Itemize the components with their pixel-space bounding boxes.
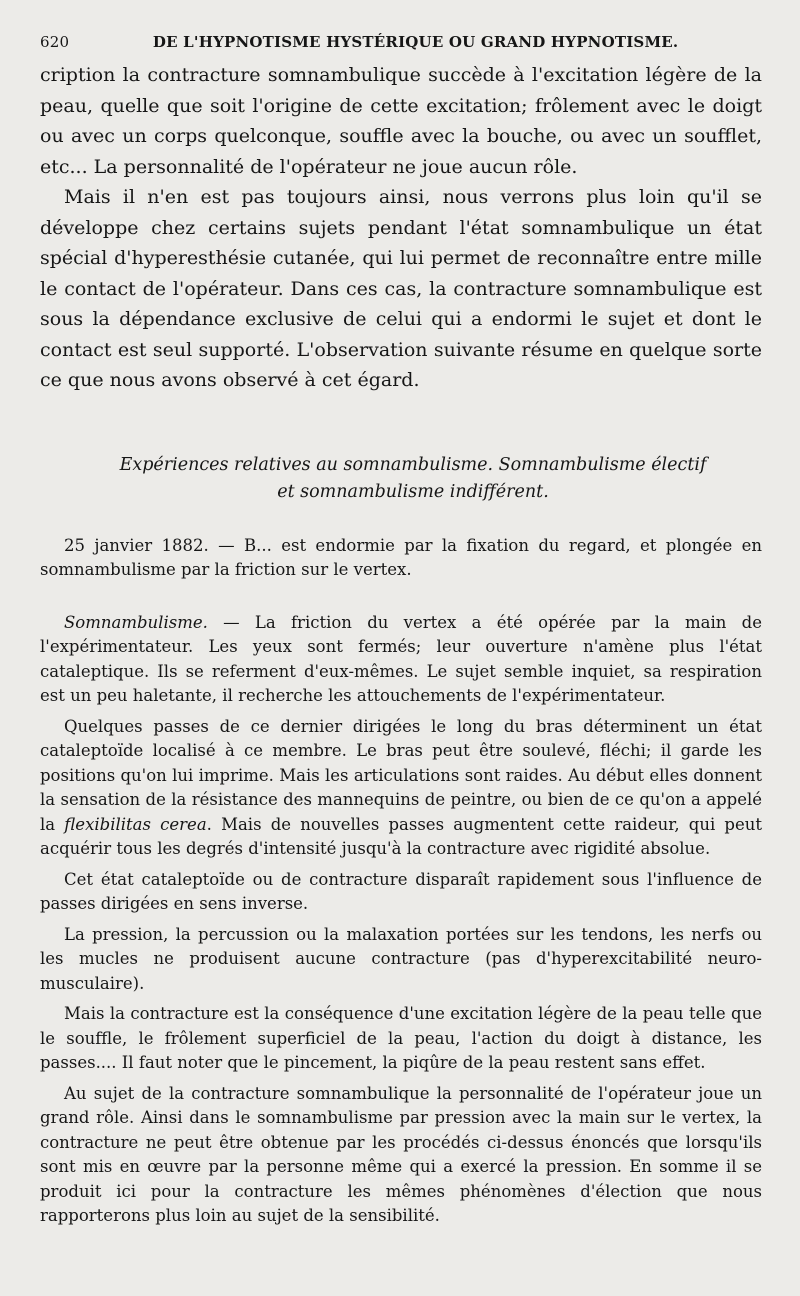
section-heading-line-2: et somnambulisme indifférent.	[277, 481, 549, 502]
flexibilitas-cerea-term: flexibilitas cerea	[64, 814, 207, 834]
observation-excitation-paragraph: Mais la contracture est la conséquence d'une excitation légère de la peau telle que le souffle, le frôlement superficiel de la peau, l'action du doigt à distance, les passes.... Il faut noter que le pincement, la piqûre de la peau restent sans effet.	[40, 1004, 762, 1072]
observation-date-paragraph: 25 janvier 1882. — B... est endormie par la fixation du regard, et plongée en somnambulisme par la friction sur le vertex.	[40, 535, 762, 579]
page-header	[40, 30, 762, 54]
somnambulisme-text: — La friction du vertex a été opérée par la main de l'expérimentateur. Les yeux sont fermés; leur ouverture n'amène plus l'état cataleptique. Ils se referment d'eux-mêmes. Le sujet semble inquiet, sa respiration est un peu haletante, il recherche les attouchements de l'expérimentateur.	[40, 612, 762, 705]
body-paragraph-1: cription la contracture somnambulique succède à l'excitation légère de la peau, quelle que soit l'origine de cette excitation; frôlement avec le doigt ou avec un corps quelconque, souffle avec la bouche, ou avec un soufflet, etc... La personnalité de l'opérateur ne joue aucun rôle.	[40, 64, 762, 178]
observation-passes-paragraph	[40, 715, 762, 862]
observation-pression-paragraph: La pression, la percussion ou la malaxation portées sur les tendons, les nerfs ou les mucles ne produisent aucune contracture (pas d'hyperexcitabilité neuro-musculaire).	[40, 924, 762, 993]
passes-text-after: . Mais de nouvelles passes augmentent cette raideur, qui peut acquérir tous les degrés d'intensité jusqu'à la contracture avec rigidité absolue.	[40, 814, 763, 858]
section-heading-line-1: Expériences relatives au somnambulisme. Somnambulisme électif	[119, 454, 707, 475]
book-page	[40, 30, 762, 1229]
body-paragraph-2: Mais il n'en est pas toujours ainsi, nous verrons plus loin qu'il se développe chez certains sujets pendant l'état somnambulique un état spécial d'hyperesthésie cutanée, qui lui permet de reconnaître entre mille le contact de l'opérateur. Dans ces cas, la contracture somnambulique est sous la dépendance exclusive de celui qui a endormi le sujet et dont le contact est seul supporté. L'observation suivante résume en quelque sorte ce que nous avons observé à cet égard.	[40, 186, 762, 391]
observation-personnalite-paragraph: Au sujet de la contracture somnambulique la personnalité de l'opérateur joue un grand rôle. Ainsi dans le somnambulisme par pression avec la main sur le vertex, la contracture ne peut être obtenue par les procédés ci-dessus énoncés que lorsqu'ils sont mis en œuvre par la personne même qui a exercé la pression. En somme il se produit ici pour la contracture les mêmes phénomènes d'élection que nous rapporterons plus loin au sujet de la sensibilité.	[40, 1083, 762, 1225]
section-heading	[40, 452, 762, 506]
somnambulisme-lead: Somnambulisme.	[64, 612, 208, 632]
observation-inverse-passes-paragraph: Cet état cataleptoïde ou de contracture disparaît rapidement sous l'influence de passes dirigées en sens inverse.	[40, 869, 762, 913]
page-number: 620	[40, 33, 70, 51]
observation-somnambulisme-paragraph	[40, 611, 762, 709]
running-title: DE L'HYPNOTISME HYSTÉRIQUE OU GRAND HYPNOTISME.	[152, 33, 679, 51]
passes-text-before: Quelques passes de ce dernier dirigées le long du bras déterminent un état cataleptoïde localisé à ce membre. Le bras peut être soulevé, fléchi; il garde les positions qu'on lui imprime. Mais les articulations sont raides. Au début elles donnent la sensation de la résistance des mannequins de peintre, ou bien de ce qu'on a appelé la	[40, 716, 762, 834]
